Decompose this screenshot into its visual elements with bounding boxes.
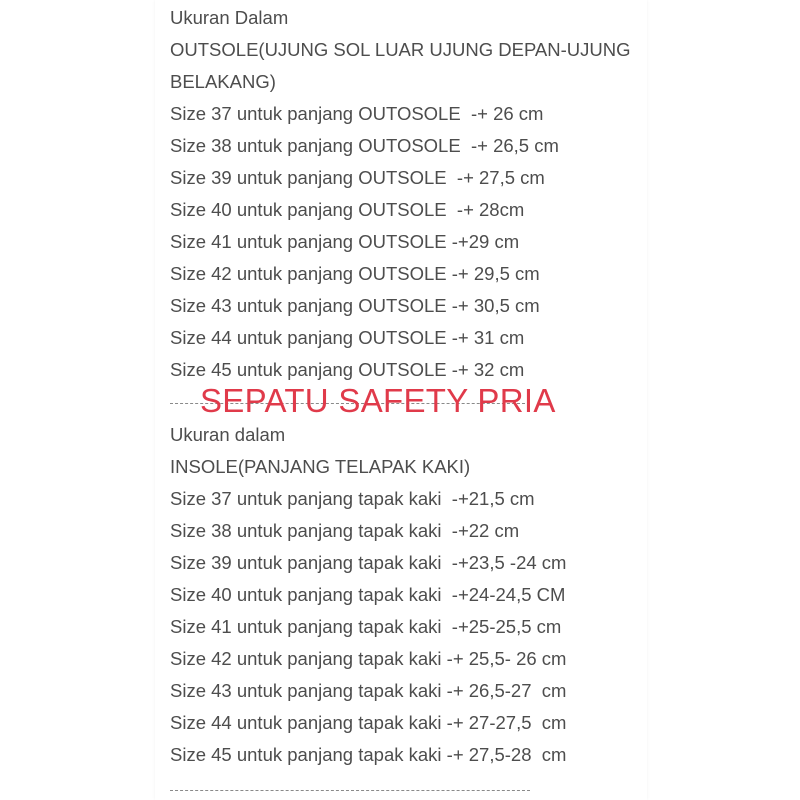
outsole-subheading-line1: OUTSOLE(UJUNG SOL LUAR UJUNG DEPAN-UJUNG [170, 39, 631, 60]
outsole-size-row: Size 41 untuk panjang OUTSOLE -+29 cm [170, 231, 520, 252]
insole-size-row: Size 45 untuk panjang tapak kaki -+ 27,5-28 cm [170, 744, 567, 765]
insole-size-row: Size 42 untuk panjang tapak kaki -+ 25,5- 26 cm [170, 648, 567, 669]
outsole-size-row: Size 40 untuk panjang OUTSOLE -+ 28cm [170, 199, 525, 220]
overlay-title: SEPATU SAFETY PRIA [200, 382, 556, 419]
outsole-size-row: Size 39 untuk panjang OUTSOLE -+ 27,5 cm [170, 167, 545, 188]
insole-size-row: Size 41 untuk panjang tapak kaki -+25-25,5 cm [170, 616, 562, 637]
outsole-size-row: Size 43 untuk panjang OUTSOLE -+ 30,5 cm [170, 295, 540, 316]
insole-heading: Ukuran dalam [170, 424, 286, 445]
insole-size-row: Size 40 untuk panjang tapak kaki -+24-24,5 CM [170, 584, 566, 605]
insole-subheading: INSOLE(PANJANG TELAPAK KAKI) [170, 456, 471, 477]
outsole-size-row: Size 44 untuk panjang OUTSOLE -+ 31 cm [170, 327, 525, 348]
insole-size-row: Size 39 untuk panjang tapak kaki -+23,5 -24 cm [170, 552, 567, 573]
insole-size-row: Size 43 untuk panjang tapak kaki -+ 26,5-27 cm [170, 680, 567, 701]
insole-size-row: Size 44 untuk panjang tapak kaki -+ 27-27,5 cm [170, 712, 567, 733]
outsole-size-row: Size 37 untuk panjang OUTOSOLE -+ 26 cm [170, 103, 544, 124]
outsole-heading: Ukuran Dalam [170, 7, 289, 28]
outsole-size-row: Size 42 untuk panjang OUTSOLE -+ 29,5 cm [170, 263, 540, 284]
insole-size-row: Size 38 untuk panjang tapak kaki -+22 cm [170, 520, 520, 541]
bottom-divider [170, 790, 530, 791]
outsole-size-row: Size 38 untuk panjang OUTOSOLE -+ 26,5 cm [170, 135, 559, 156]
insole-size-row: Size 37 untuk panjang tapak kaki -+21,5 cm [170, 488, 535, 509]
outsole-size-row: Size 45 untuk panjang OUTSOLE -+ 32 cm [170, 359, 525, 380]
outsole-subheading-line2: BELAKANG) [170, 71, 276, 92]
